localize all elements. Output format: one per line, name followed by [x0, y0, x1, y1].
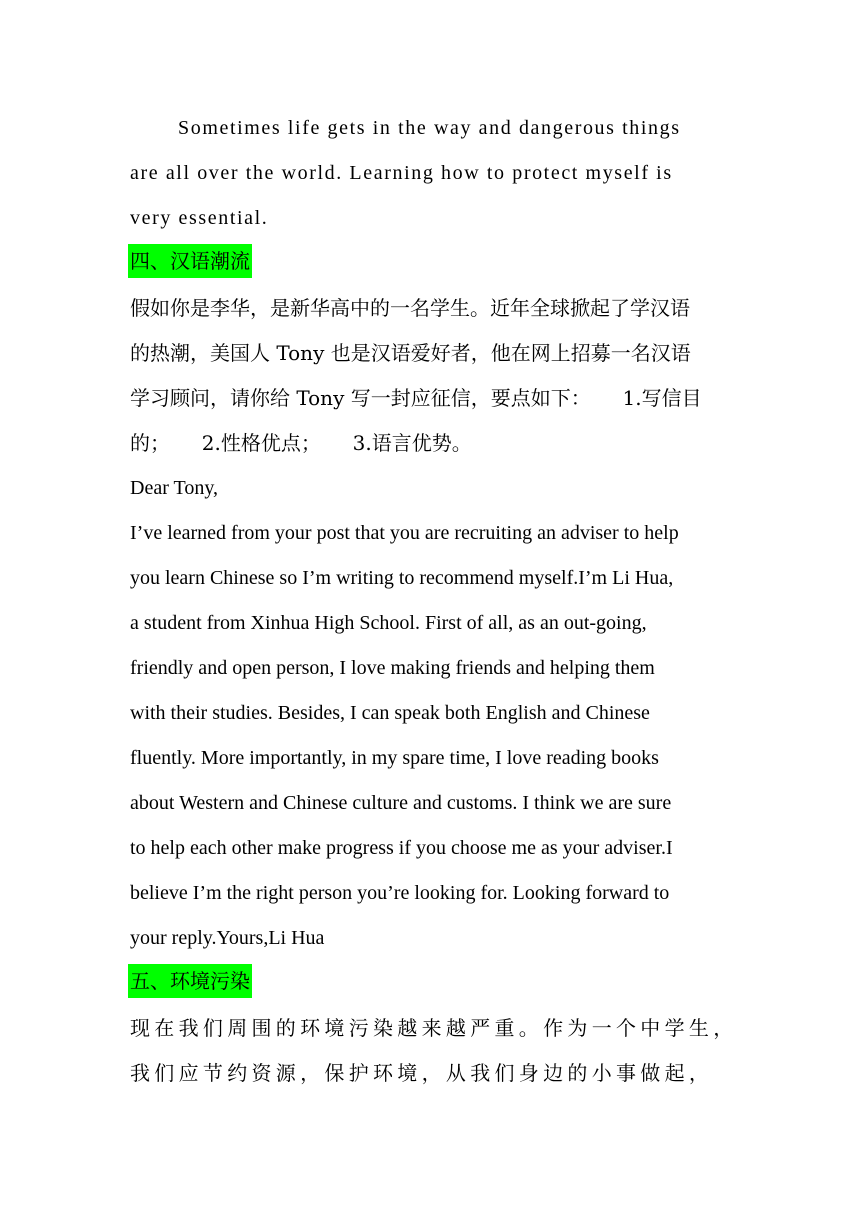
section4-prompt-line-2: 的热潮，美国人 Tony 也是汉语爱好者，他在网上招募一名汉语 [130, 341, 691, 365]
letter-greeting: Dear Tony, [130, 477, 219, 499]
letter-line-7: about Western and Chinese culture and customs. I think we are sure [130, 792, 672, 814]
section4-prompt-line-1: 假如你是李华，是新华高中的一名学生。近年全球掀起了学汉语 [130, 296, 690, 320]
letter-line-2: you learn Chinese so I’m writing to recommend myself.I’m Li Hua, [130, 567, 674, 589]
section5-heading: 五、环境污染 [128, 964, 252, 998]
letter-line-5: with their studies. Besides, I can speak both English and Chinese [130, 702, 650, 724]
letter-line-3: a student from Xinhua High School. First of all, as an out-going, [130, 612, 647, 634]
passage1-line-3: very essential. [130, 207, 269, 229]
section4-prompt-line-3: 学习顾问，请你给 Tony 写一封应征信，要点如下： 1.写信目 [130, 386, 702, 410]
passage1-line-1: Sometimes life gets in the way and dangerous things [178, 117, 681, 139]
letter-line-1: I’ve learned from your post that you are recruiting an adviser to help [130, 522, 679, 544]
section4-prompt-line-4: 的； 2.性格优点； 3.语言优势。 [130, 431, 472, 455]
section5-prompt-line-2: 我们应节约资源，保护环境，从我们身边的小事做起， [130, 1061, 714, 1085]
section5-prompt-line-1: 现在我们周围的环境污染越来越严重。作为一个中学生， [130, 1016, 738, 1040]
letter-line-10: your reply.Yours,Li Hua [130, 927, 325, 949]
passage1-line-2: are all over the world. Learning how to protect myself is [130, 162, 673, 184]
letter-line-6: fluently. More importantly, in my spare time, I love reading books [130, 747, 659, 769]
letter-line-8: to help each other make progress if you choose me as your adviser.I [130, 837, 673, 859]
letter-line-4: friendly and open person, I love making friends and helping them [130, 657, 655, 679]
section4-heading: 四、汉语潮流 [128, 244, 252, 278]
letter-line-9: believe I’m the right person you’re looking for. Looking forward to [130, 882, 670, 904]
